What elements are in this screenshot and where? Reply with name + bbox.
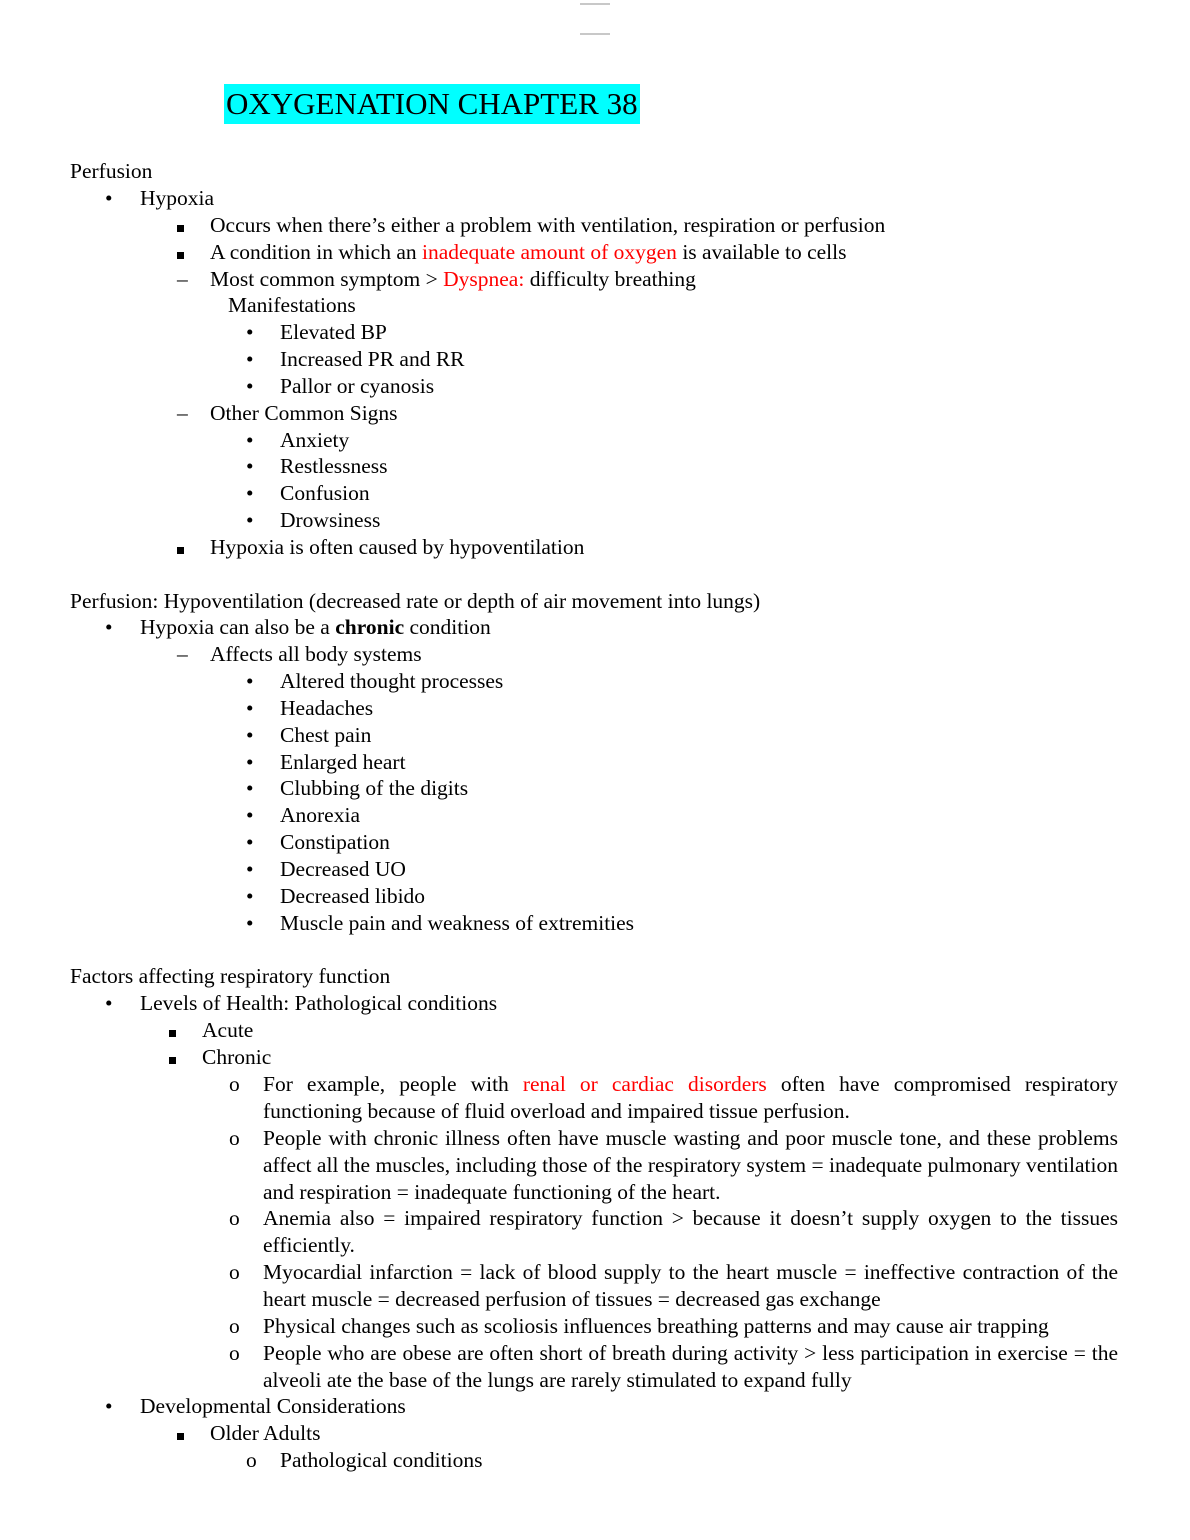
bullet-icon: • xyxy=(105,615,113,639)
list-item: Hypoxia is often caused by hypoventilation xyxy=(210,535,585,559)
circle-bullet-icon: o xyxy=(229,1072,240,1096)
list-item: Anxiety xyxy=(280,428,350,452)
list-item: Altered thought processes xyxy=(280,669,504,693)
list-item: Clubbing of the digits xyxy=(280,776,469,800)
list-item: Physical changes such as scoliosis influences breathing patterns and may cause air trapping xyxy=(263,1314,1049,1338)
list-item xyxy=(210,239,847,265)
square-bullet-icon xyxy=(177,534,184,560)
text: Hypoxia can also be a xyxy=(140,615,336,639)
square-bullet-icon xyxy=(177,239,184,265)
list-item: People who are obese are often short of breath during activity > less participation in exercise = the alveoli ate the base of the lungs are rarely stimulated to expand fully xyxy=(263,1341,1118,1392)
text: difficulty breathing xyxy=(524,267,696,291)
dash-icon: – xyxy=(177,642,188,666)
highlighted-text: inadequate amount of oxygen xyxy=(422,240,677,264)
list-item: Headaches xyxy=(280,696,374,720)
dash-icon: – xyxy=(177,267,188,291)
circle-bullet-icon: o xyxy=(229,1314,240,1338)
page-header-mark xyxy=(580,3,610,5)
list-item: Anemia also = impaired respiratory function > because it doesn’t supply oxygen to the tissues efficiently. xyxy=(263,1206,1118,1257)
list-item xyxy=(140,614,491,640)
list-item: Increased PR and RR xyxy=(280,347,465,371)
bold-text: chronic xyxy=(335,615,405,639)
list-item: Myocardial infarction = lack of blood supply to the heart muscle = ineffective contraction of the heart muscle = decreased perfusion of tissues = decreased gas exchange xyxy=(263,1260,1118,1311)
bullet-icon: • xyxy=(246,481,254,505)
list-item: Levels of Health: Pathological conditions xyxy=(140,991,498,1015)
bullet-icon: • xyxy=(246,723,254,747)
document-title: OXYGENATION CHAPTER 38 xyxy=(224,84,640,124)
bullet-icon: • xyxy=(246,454,254,478)
section-heading: Perfusion: Hypoventilation (decreased rate or depth of air movement into lungs) xyxy=(70,589,761,613)
list-item: Confusion xyxy=(280,481,370,505)
list-item: Decreased UO xyxy=(280,857,406,881)
circle-bullet-icon: o xyxy=(229,1206,240,1230)
square-bullet-icon xyxy=(177,212,184,238)
square-bullet-icon xyxy=(169,1017,176,1043)
text: Most common symptom > xyxy=(210,267,444,291)
list-item: Decreased libido xyxy=(280,884,426,908)
list-item: Developmental Considerations xyxy=(140,1394,406,1418)
section-heading: Perfusion xyxy=(70,159,153,183)
list-item: Constipation xyxy=(280,830,390,854)
list-item: Acute xyxy=(202,1018,254,1042)
bullet-icon: • xyxy=(246,803,254,827)
circle-bullet-icon: o xyxy=(229,1126,240,1150)
list-item: Pallor or cyanosis xyxy=(280,374,435,398)
bullet-icon: • xyxy=(105,186,113,210)
list-item: Other Common Signs xyxy=(210,401,398,425)
list-item: Elevated BP xyxy=(280,320,387,344)
text: is available to cells xyxy=(676,240,847,264)
list-item: Chronic xyxy=(202,1045,272,1069)
text: often have compromised respiratory functioning because of fluid overload and impaired tissue perfusion. xyxy=(263,1072,1118,1123)
bullet-icon: • xyxy=(246,696,254,720)
bullet-icon: • xyxy=(246,884,254,908)
bullet-icon: • xyxy=(246,669,254,693)
list-item xyxy=(210,266,696,292)
list-item xyxy=(263,1071,1118,1125)
circle-bullet-icon: o xyxy=(229,1341,240,1365)
bullet-icon: • xyxy=(246,347,254,371)
bullet-icon: • xyxy=(246,830,254,854)
section-heading: Factors affecting respiratory function xyxy=(70,964,391,988)
bullet-icon: • xyxy=(246,320,254,344)
list-item: Pathological conditions xyxy=(280,1448,483,1472)
bullet-icon: • xyxy=(105,1394,113,1418)
list-item: Drowsiness xyxy=(280,508,381,532)
list-item: Older Adults xyxy=(210,1421,321,1445)
list-item: Restlessness xyxy=(280,454,388,478)
list-item: Chest pain xyxy=(280,723,372,747)
bullet-icon: • xyxy=(246,374,254,398)
square-bullet-icon xyxy=(169,1044,176,1070)
bullet-icon: • xyxy=(246,776,254,800)
list-item: Hypoxia xyxy=(140,186,215,210)
highlighted-text: Dyspnea: xyxy=(443,267,525,291)
list-item: People with chronic illness often have muscle wasting and poor muscle tone, and these problems affect all the muscles, including those of the respiratory system = inadequate pulmonary ventilation and respiration = inadequate functioning of the heart. xyxy=(263,1126,1118,1204)
list-item: Affects all body systems xyxy=(210,642,422,666)
dash-icon: – xyxy=(177,401,188,425)
circle-bullet-icon: o xyxy=(229,1260,240,1284)
text: For example, people with xyxy=(263,1072,523,1096)
bullet-icon: • xyxy=(246,857,254,881)
bullet-icon: • xyxy=(246,428,254,452)
list-item: Enlarged heart xyxy=(280,750,406,774)
page-header-mark xyxy=(580,33,610,35)
list-item: Occurs when there’s either a problem with ventilation, respiration or perfusion xyxy=(210,213,886,237)
sub-heading: Manifestations xyxy=(228,293,356,317)
text: condition xyxy=(404,615,491,639)
bullet-icon: • xyxy=(246,911,254,935)
list-item: Anorexia xyxy=(280,803,360,827)
bullet-icon: • xyxy=(246,508,254,532)
bullet-icon: • xyxy=(246,750,254,774)
circle-bullet-icon: o xyxy=(246,1448,257,1472)
bullet-icon: • xyxy=(105,991,113,1015)
text: A condition in which an xyxy=(210,240,422,264)
highlighted-text: renal or cardiac disorders xyxy=(522,1072,767,1096)
square-bullet-icon xyxy=(177,1420,184,1446)
list-item: Muscle pain and weakness of extremities xyxy=(280,911,635,935)
